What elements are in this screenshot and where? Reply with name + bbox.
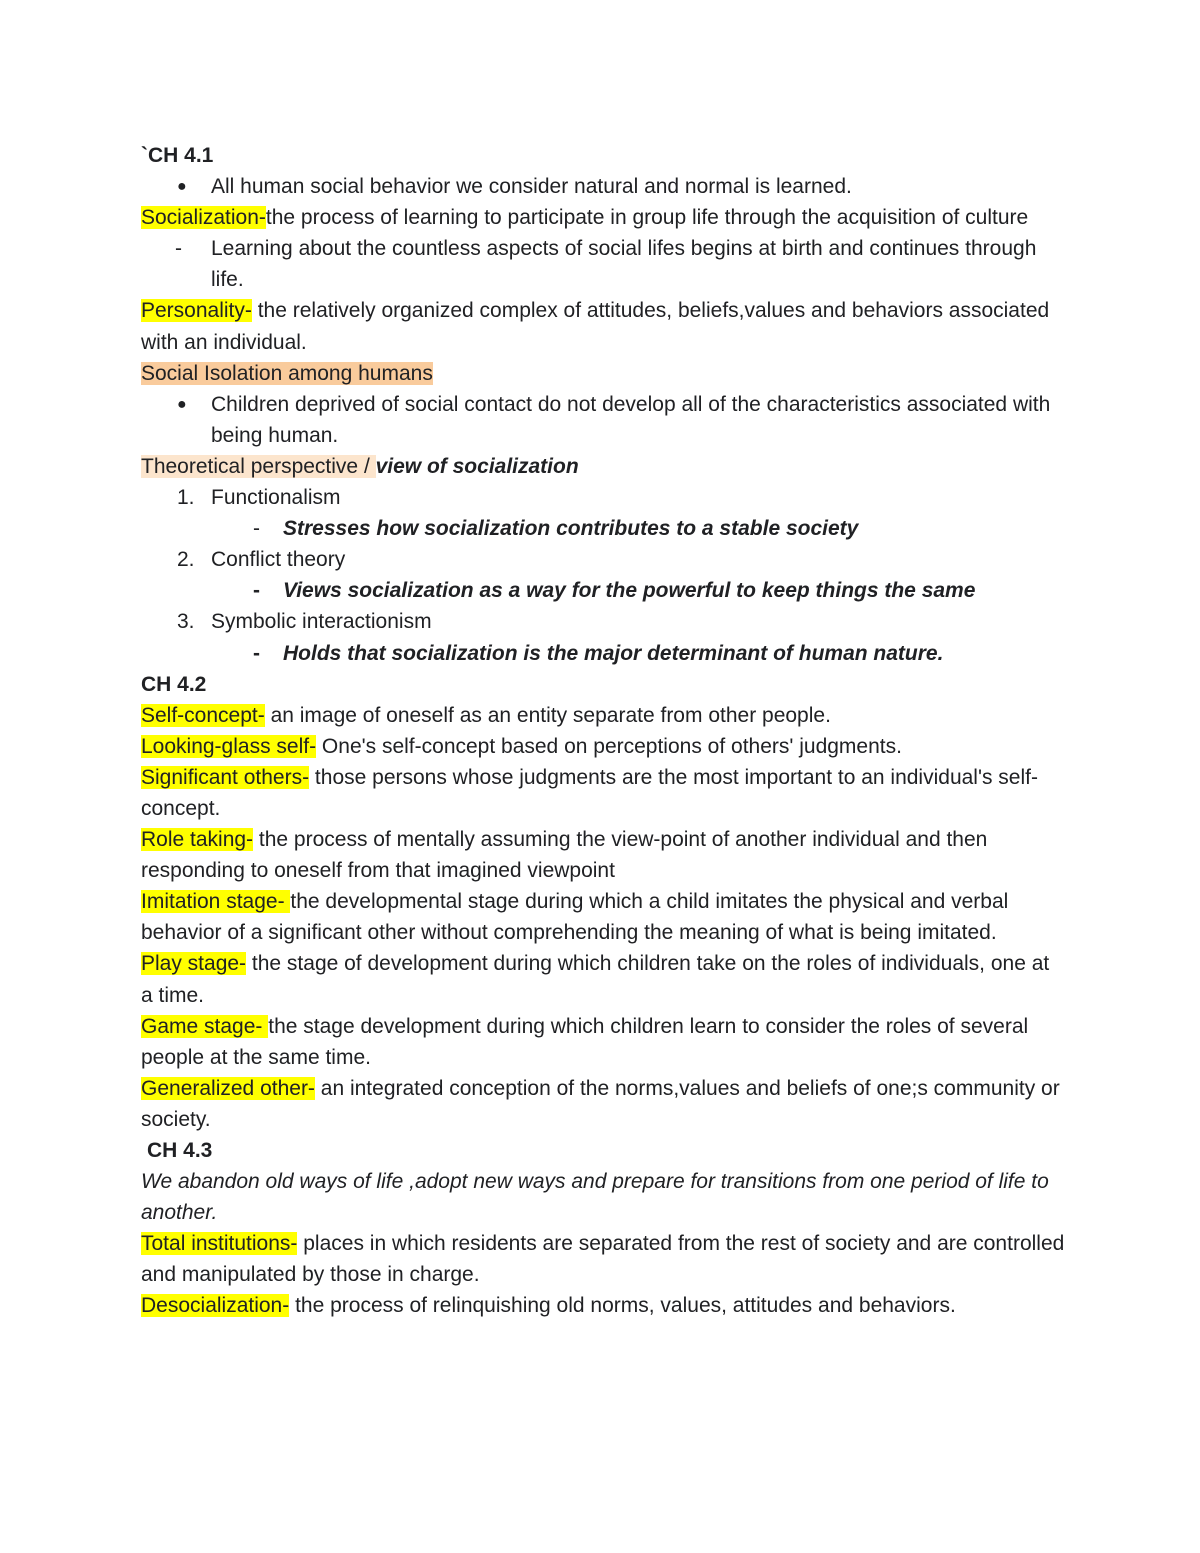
term-highlight: Generalized other- <box>141 1076 315 1100</box>
perspective-description <box>141 513 1066 544</box>
term-definition: the process of learning to participate in group life through the acquisition of culture <box>265 206 1029 230</box>
term-highlight: Imitation stage- <box>141 890 291 914</box>
notes-body <box>141 140 1066 1322</box>
section-heading-ch43: CH 4.3 <box>147 1139 213 1162</box>
perspective-description <box>141 638 1066 669</box>
numbered-item <box>141 606 1066 637</box>
perspective-description <box>141 575 1066 606</box>
term-highlight: Role taking- <box>141 828 254 852</box>
term-highlight: Personality- <box>141 299 252 323</box>
description-text: Holds that socialization is the major determinant of human nature. <box>283 641 944 665</box>
bullet-icon: ● <box>177 178 187 196</box>
term-definition: an integrated conception of the norms,values and beliefs of one;s community or society. <box>141 1076 1060 1131</box>
perspective-name: Symbolic interactionism <box>211 610 432 634</box>
term-definition: the developmental stage during which a child imitates the physical and verbal behavior of a significant other without comprehending the meaning of what is being imitated. <box>141 890 1009 945</box>
definition-role-taking <box>141 824 1066 886</box>
bullet-text: All human social behavior we consider natural and normal is learned. <box>211 175 852 199</box>
definition-looking-glass-self <box>141 731 1066 762</box>
subheading-social-isolation <box>141 358 1066 389</box>
list-number: 1. <box>177 486 195 510</box>
perspective-name: Conflict theory <box>211 548 346 572</box>
term-highlight: Self-concept- <box>141 703 265 727</box>
section-heading-ch41: `CH 4.1 <box>141 144 214 167</box>
subheading-theoretical-perspective <box>141 451 1066 482</box>
term-highlight: Socialization- <box>141 206 266 230</box>
description-text: Stresses how socialization contributes to a stable society <box>283 517 859 541</box>
perspective-name: Functionalism <box>211 486 341 510</box>
term-highlight: Total institutions- <box>141 1232 298 1256</box>
section-intro: We abandon old ways of life ,adopt new ways and prepare for transitions from one period of life to another. <box>141 1170 1049 1225</box>
definition-generalized-other <box>141 1073 1066 1135</box>
term-definition: the stage of development during which children take on the roles of individuals, one at a time. <box>141 952 1050 1007</box>
numbered-item <box>141 544 1066 575</box>
term-highlight: Game stage- <box>141 1014 269 1038</box>
term-highlight: Play stage- <box>141 952 247 976</box>
definition-total-institutions <box>141 1228 1066 1290</box>
bullet-item <box>141 389 1066 451</box>
bullet-text: Children deprived of social contact do not develop all of the characteristics associated with being human. <box>211 392 1051 447</box>
definition-desocialization <box>141 1290 1066 1321</box>
numbered-item <box>141 482 1066 513</box>
term-definition: the relatively organized complex of attitudes, beliefs,values and behaviors associated with an individual. <box>141 299 1050 354</box>
definition-self-concept <box>141 700 1066 731</box>
subheading-emphasis: view of socialization <box>375 454 579 478</box>
subheading-highlight: Theoretical perspective / <box>141 454 376 478</box>
subheading-highlight: Social Isolation among humans <box>141 361 433 385</box>
dash-marker: - <box>253 579 260 603</box>
definition-play-stage <box>141 948 1066 1010</box>
section-heading-ch42: CH 4.2 <box>141 672 207 696</box>
dash-marker: - <box>175 237 182 261</box>
term-definition: the process of relinquishing old norms, values, attitudes and behaviors. <box>289 1294 956 1318</box>
term-definition: the process of mentally assuming the view-point of another individual and then responding to oneself from that imagined viewpoint <box>141 828 988 883</box>
term-highlight: Looking-glass self- <box>141 734 317 758</box>
definition-personality <box>141 295 1066 357</box>
description-text: Views socialization as a way for the powerful to keep things the same <box>283 579 976 603</box>
list-number: 3. <box>177 610 195 634</box>
term-definition: the stage development during which children learn to consider the roles of several people at the same time. <box>141 1014 1029 1069</box>
definition-significant-others <box>141 762 1066 824</box>
list-number: 2. <box>177 548 195 572</box>
term-highlight: Significant others- <box>141 765 310 789</box>
bullet-icon: ● <box>177 395 187 413</box>
dash-marker: - <box>253 641 260 665</box>
dash-text: Learning about the countless aspects of social lifes begins at birth and continues through life. <box>211 237 1037 292</box>
bullet-item <box>141 171 1066 202</box>
definition-game-stage <box>141 1011 1066 1073</box>
term-definition: an image of oneself as an entity separate from other people. <box>264 703 831 727</box>
term-definition: those persons whose judgments are the most important to an individual's self-concept. <box>141 765 1038 820</box>
term-definition: One's self-concept based on perceptions of others' judgments. <box>316 734 902 758</box>
dash-item <box>141 233 1066 295</box>
definition-imitation-stage <box>141 886 1066 948</box>
definition-socialization <box>141 202 1066 233</box>
term-highlight: Desocialization- <box>141 1294 290 1318</box>
term-definition: places in which residents are separated from the rest of society and are controlled and manipulated by those in charge. <box>141 1232 1065 1287</box>
dash-marker: - <box>253 517 260 541</box>
